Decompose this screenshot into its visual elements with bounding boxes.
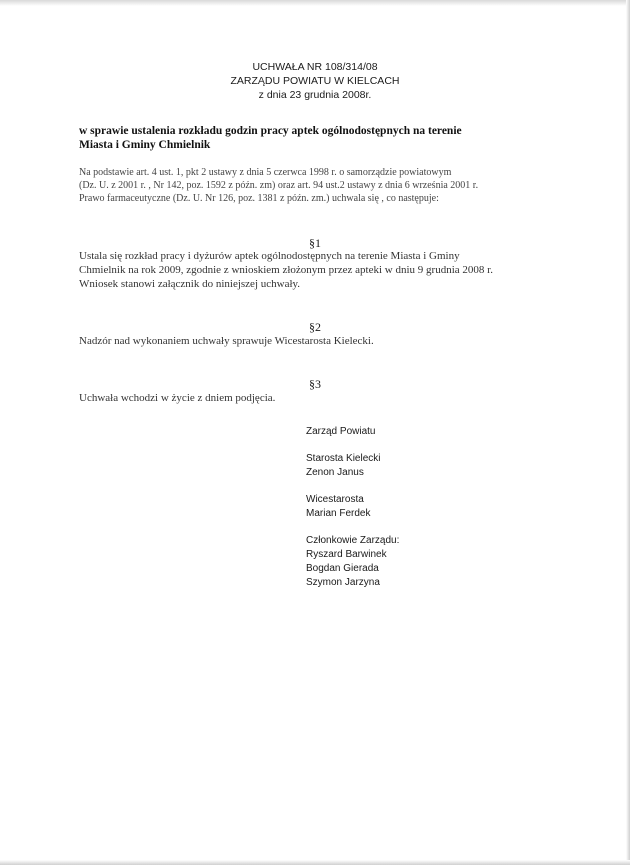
board-member: Ryszard Barwinek	[306, 549, 387, 560]
resolution-issuer: ZARZĄDU POWIATU W KIELCACH	[230, 75, 400, 87]
section-3-mark: §3	[309, 377, 321, 391]
section-3-line-1: Uchwała wchodzi w życie z dniem podjęcia.	[79, 392, 276, 404]
section-2-body	[79, 334, 551, 348]
board-members-title: Członkowie Zarządu:	[306, 535, 400, 546]
document-header	[0, 60, 630, 102]
section-2-mark: §2	[309, 320, 321, 334]
section-1-body	[79, 249, 551, 291]
vice-starosta-title: Wicestarosta	[306, 494, 364, 505]
section-1-line-3: Wniosek stanowi załącznik do niniejszej uchwały.	[79, 278, 301, 290]
board-name: Zarząd Powiatu	[306, 426, 376, 437]
starosta-title: Starosta Kielecki	[306, 453, 381, 464]
legal-basis-line-1: Na podstawie art. 4 ust. 1, pkt 2 ustawy z dnia 5 czerwca 1998 r. o samorządzie powiatowym	[79, 167, 452, 178]
board-member: Bogdan Gierada	[306, 563, 379, 574]
scan-edge-right	[626, 0, 630, 865]
legal-basis-line-3: Prawo farmaceutyczne (Dz. U. Nr 126, poz. 1381 z późn. zm.) uchwala się , co następuje:	[79, 193, 439, 204]
legal-basis-line-2: (Dz. U. z 2001 r. , Nr 142, poz. 1592 z późn. zm) oraz art. 94 ust.2 ustawy z dnia 6 września 2001 r.	[79, 180, 479, 191]
section-1-mark: §1	[309, 236, 321, 250]
vice-starosta-name: Marian Ferdek	[306, 508, 371, 519]
signature-block	[306, 425, 506, 590]
legal-basis	[79, 166, 554, 205]
subject-line-2: Miasta i Gminy Chmielnik	[79, 139, 211, 151]
section-1-line-2: Chmielnik na rok 2009, zgodnie z wnioskiem złożonym przez apteki w dniu 9 grudnia 2008 r.	[79, 264, 493, 276]
subject-line-1: w sprawie ustalenia rozkładu godzin pracy aptek ogólnodostępnych na terenie	[79, 125, 462, 137]
board-member: Szymon Jarzyna	[306, 577, 380, 588]
section-2-line-1: Nadzór nad wykonaniem uchwały sprawuje Wicestarosta Kielecki.	[79, 335, 374, 347]
resolution-date: z dnia 23 grudnia 2008r.	[258, 89, 372, 101]
resolution-subject	[79, 124, 559, 152]
starosta-name: Zenon Janus	[306, 467, 364, 478]
section-3-body	[79, 391, 551, 405]
scan-edge-top	[0, 0, 630, 6]
section-1-line-1: Ustala się rozkład pracy i dyżurów aptek ogólnodostępnych na terenie Miasta i Gminy	[79, 250, 460, 262]
scan-edge-bottom	[0, 860, 630, 865]
resolution-title: UCHWAŁA NR 108/314/08	[252, 61, 378, 73]
